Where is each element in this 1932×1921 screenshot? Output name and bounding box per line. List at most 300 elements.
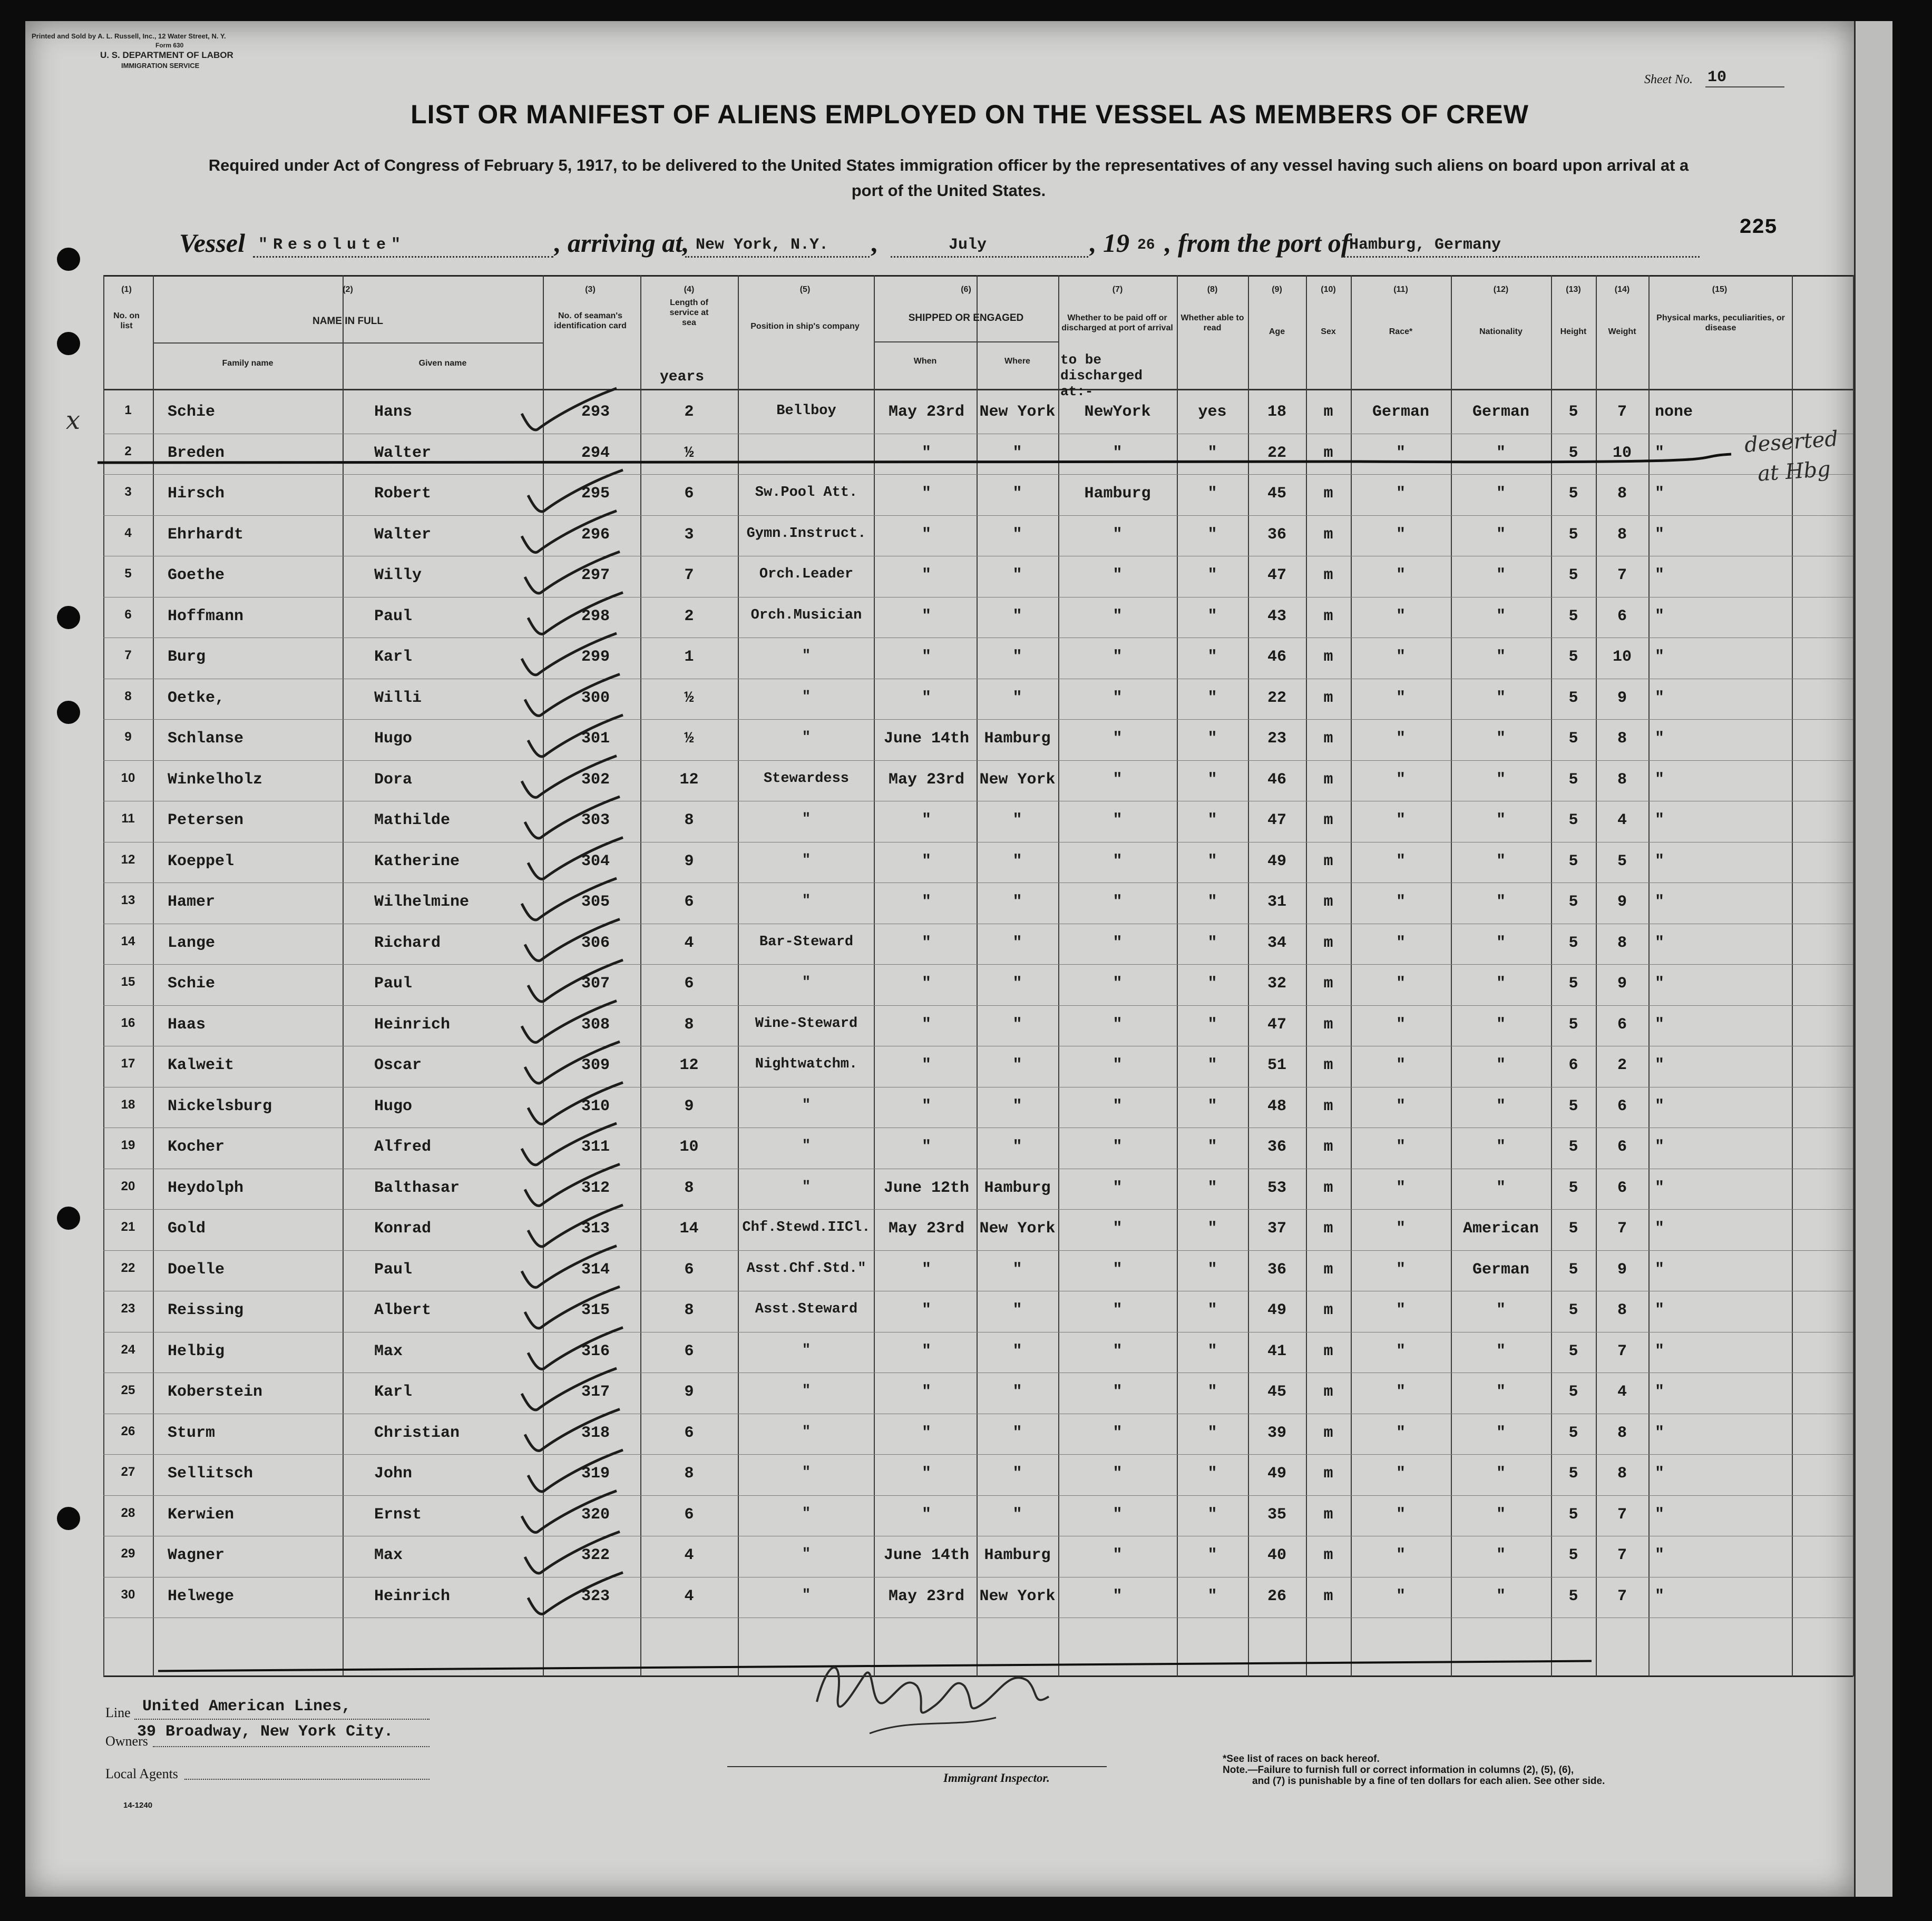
cell-in: 6	[1617, 1179, 1627, 1197]
cell-id: 322	[581, 1546, 610, 1564]
cell-id: 295	[581, 485, 610, 503]
cell-read: "	[1207, 607, 1217, 625]
cell-ft: 5	[1568, 1342, 1578, 1360]
col-9-number: (9)	[1272, 285, 1282, 294]
cell-position: "	[802, 730, 811, 746]
cell-position: Asst.Chf.Std."	[746, 1260, 866, 1277]
cell-no: 11	[121, 811, 135, 826]
cell-marks: "	[1655, 975, 1665, 993]
cell-given: Max	[374, 1342, 403, 1360]
cell-position: "	[802, 975, 811, 991]
cell-when: "	[921, 893, 931, 911]
col-sex: Sex	[1321, 327, 1336, 336]
check-mark	[522, 1123, 617, 1165]
cell-marks: "	[1655, 1465, 1665, 1483]
cell-family: Burg	[168, 648, 206, 666]
cell-read: "	[1207, 934, 1217, 952]
cell-read: "	[1207, 485, 1217, 503]
cell-ft: 5	[1568, 444, 1578, 462]
cell-id: 303	[581, 811, 610, 829]
page-number: 225	[1739, 216, 1778, 240]
cell-given: Wilhelmine	[374, 893, 470, 911]
cell-when: June 14th	[883, 1546, 970, 1564]
row-rule	[103, 760, 1853, 761]
cell-marks: "	[1655, 893, 1665, 911]
cell-when: "	[921, 1056, 931, 1074]
cell-where: "	[1012, 1260, 1022, 1279]
check-mark	[528, 1083, 623, 1124]
cell-marks: "	[1655, 689, 1665, 707]
cell-ft: 5	[1568, 1179, 1578, 1197]
cell-position: "	[802, 1138, 811, 1154]
note-race: *See list of races on back hereof.	[1223, 1753, 1380, 1765]
col-11-number: (11)	[1393, 285, 1408, 294]
check-mark	[528, 838, 623, 879]
cell-service: 4	[684, 934, 694, 952]
cell-position: "	[802, 648, 811, 664]
cell-id: 316	[581, 1342, 610, 1360]
cell-ft: 5	[1568, 934, 1578, 952]
cell-where: "	[1012, 811, 1022, 829]
cell-service: 6	[684, 975, 694, 993]
cell-position: "	[802, 1179, 811, 1195]
cell-service: 14	[679, 1220, 699, 1238]
footer-agents-rule	[184, 1779, 430, 1780]
col-12-number: (12)	[1493, 285, 1509, 294]
cell-in: 8	[1617, 770, 1627, 789]
cell-ft: 5	[1568, 403, 1578, 421]
header-bottom-border	[103, 389, 1853, 390]
cell-age: 47	[1267, 566, 1286, 584]
cell-sex: m	[1323, 770, 1333, 789]
cell-sex: m	[1323, 1260, 1333, 1279]
cell-marks: "	[1655, 1342, 1665, 1360]
check-mark	[525, 797, 620, 838]
cell-age: 22	[1267, 689, 1286, 707]
cell-sex: m	[1323, 1383, 1333, 1401]
cell-no: 4	[124, 525, 132, 540]
cell-age: 49	[1267, 1301, 1286, 1319]
cell-family: Ehrhardt	[168, 525, 244, 544]
cell-where: "	[1012, 1342, 1022, 1360]
name-header-rule	[153, 342, 543, 344]
cell-family: Oetke,	[168, 689, 225, 707]
year-suffix: 26	[1137, 237, 1155, 253]
cell-given: Paul	[374, 975, 413, 993]
col-years-typed: years	[660, 369, 705, 385]
col-7-number: (7)	[1112, 285, 1123, 294]
cell-where: "	[1012, 934, 1022, 952]
col-name-in-full: NAME IN FULL	[312, 316, 384, 327]
cell-family: Helbig	[168, 1342, 225, 1360]
cell-in: 2	[1617, 1056, 1627, 1074]
cell-in: 7	[1617, 1342, 1627, 1360]
cell-given: Karl	[374, 1383, 413, 1401]
cell-in: 7	[1617, 566, 1627, 584]
col-able-to-read: Whether able to read	[1180, 313, 1244, 332]
cell-in: 9	[1617, 975, 1627, 993]
cell-sex: m	[1323, 811, 1333, 829]
cell-paid: "	[1113, 1505, 1123, 1524]
footer-owners-rule	[153, 1746, 430, 1747]
cell-no: 27	[121, 1465, 135, 1479]
cell-id: 297	[581, 566, 610, 584]
cell-read: "	[1207, 811, 1217, 829]
cell-nationality: American	[1462, 1220, 1539, 1238]
cell-paid: "	[1113, 770, 1123, 789]
cell-given: Robert	[374, 485, 432, 503]
cell-age: 45	[1267, 485, 1286, 503]
cell-race: "	[1396, 566, 1406, 584]
cell-family: Nickelsburg	[168, 1097, 272, 1115]
cell-family: Helwege	[168, 1587, 235, 1605]
cell-sex: m	[1323, 1097, 1333, 1115]
cell-no: 29	[121, 1546, 135, 1561]
cell-service: 6	[684, 1260, 694, 1279]
cell-when: "	[921, 689, 931, 707]
check-mark	[522, 1246, 617, 1288]
cell-id: 319	[581, 1465, 610, 1483]
cell-service: 10	[679, 1138, 699, 1156]
col-15-number: (15)	[1712, 285, 1728, 294]
cell-marks: "	[1655, 1097, 1665, 1115]
cell-service: 8	[684, 1015, 694, 1034]
margin-x-mark: x	[66, 406, 81, 435]
cell-age: 26	[1267, 1587, 1286, 1605]
cell-position: "	[802, 1465, 811, 1481]
column-rule	[1792, 275, 1793, 1677]
cell-in: 7	[1617, 403, 1627, 421]
cell-given: Willi	[374, 689, 422, 707]
cell-race: "	[1396, 852, 1406, 870]
cell-no: 5	[124, 566, 132, 581]
cell-read: "	[1207, 1505, 1217, 1524]
cell-id: 312	[581, 1179, 610, 1197]
cell-where: "	[1012, 648, 1022, 666]
sheet-number: 10	[1707, 68, 1727, 86]
check-mark	[525, 674, 620, 716]
cell-paid: "	[1113, 566, 1123, 584]
check-mark	[525, 552, 620, 593]
binder-hole	[57, 1207, 80, 1230]
cell-id: 308	[581, 1015, 610, 1034]
cell-when: May 23rd	[888, 1587, 965, 1605]
cell-where: "	[1012, 566, 1022, 584]
check-mark	[522, 1001, 617, 1043]
cell-where: "	[1012, 485, 1022, 503]
cell-position: "	[802, 811, 811, 827]
cell-age: 22	[1267, 444, 1286, 462]
cell-read: "	[1207, 1015, 1217, 1034]
cell-where: "	[1012, 444, 1022, 462]
form-subtitle	[148, 153, 1750, 203]
cell-where: "	[1012, 1097, 1022, 1115]
check-mark	[525, 1532, 620, 1573]
cell-marks: "	[1655, 1138, 1665, 1156]
cell-read: "	[1207, 1301, 1217, 1319]
cell-given: Hans	[374, 403, 413, 421]
cell-ft: 5	[1568, 1587, 1578, 1605]
arriving-label: , arriving at,	[554, 228, 689, 258]
row-rule	[103, 1005, 1853, 1006]
cell-given: Willy	[374, 566, 422, 584]
cell-when: "	[921, 852, 931, 870]
cell-ft: 5	[1568, 1424, 1578, 1442]
cell-nationality: "	[1496, 444, 1506, 462]
cell-family: Kerwien	[168, 1505, 235, 1524]
cell-when: "	[921, 1097, 931, 1115]
cell-when: June 12th	[883, 1179, 970, 1197]
check-mark	[528, 1573, 623, 1614]
cell-age: 49	[1267, 852, 1286, 870]
cell-sex: m	[1323, 403, 1333, 421]
cell-service: 6	[684, 1505, 694, 1524]
check-mark	[528, 1328, 623, 1369]
cell-no: 9	[124, 730, 132, 744]
col-family-name: Family name	[222, 359, 274, 368]
cell-id: 314	[581, 1260, 610, 1279]
cell-ft: 5	[1568, 525, 1578, 544]
cell-ft: 5	[1568, 689, 1578, 707]
cell-when: "	[921, 607, 931, 625]
cell-no: 22	[121, 1260, 135, 1275]
cell-no: 28	[121, 1505, 135, 1520]
cell-no: 3	[124, 485, 132, 499]
cell-family: Sellitsch	[168, 1465, 253, 1483]
cell-in: 9	[1617, 893, 1627, 911]
cell-age: 40	[1267, 1546, 1286, 1564]
cell-no: 20	[121, 1179, 135, 1193]
cell-where: "	[1012, 975, 1022, 993]
cell-sex: m	[1323, 689, 1333, 707]
cell-in: 9	[1617, 689, 1627, 707]
cell-given: Alfred	[374, 1138, 432, 1156]
cell-nationality: "	[1496, 730, 1506, 748]
cell-given: Christian	[374, 1424, 460, 1442]
cell-where: "	[1012, 1301, 1022, 1319]
cell-age: 47	[1267, 811, 1286, 829]
cell-nationality: "	[1496, 1424, 1506, 1442]
cell-position: "	[802, 1546, 811, 1562]
cell-nationality: German	[1472, 403, 1530, 421]
cell-given: Richard	[374, 934, 441, 952]
cell-when: "	[921, 1015, 931, 1034]
cell-sex: m	[1323, 1465, 1333, 1483]
row-rule	[103, 515, 1853, 516]
cell-no: 1	[124, 403, 132, 417]
cell-position: Asst.Steward	[755, 1301, 858, 1317]
cell-service: 6	[684, 1424, 694, 1442]
page-edge	[1854, 21, 1892, 1897]
cell-marks: "	[1655, 770, 1665, 789]
cell-family: Sturm	[168, 1424, 216, 1442]
cell-read: "	[1207, 893, 1217, 911]
cell-race: "	[1396, 1465, 1406, 1483]
cell-id: 305	[581, 893, 610, 911]
service: IMMIGRATION SERVICE	[121, 62, 200, 70]
cell-race: "	[1396, 485, 1406, 503]
table-top-border	[103, 275, 1853, 277]
cell-marks: "	[1655, 1179, 1665, 1197]
row-rule	[103, 1250, 1853, 1251]
cell-family: Schlanse	[168, 730, 244, 748]
note-1: Note.—Failure to furnish full or correct information in columns (2), (5), (6),	[1223, 1765, 1574, 1776]
from-label: , from the port of	[1165, 228, 1350, 258]
cell-in: 8	[1617, 1301, 1627, 1319]
cell-paid: "	[1113, 811, 1123, 829]
cell-age: 49	[1267, 1465, 1286, 1483]
cell-service: 6	[684, 893, 694, 911]
cell-marks: "	[1655, 1505, 1665, 1524]
cell-race: "	[1396, 1260, 1406, 1279]
cell-age: 39	[1267, 1424, 1286, 1442]
row-rule	[103, 1209, 1853, 1210]
cell-age: 41	[1267, 1342, 1286, 1360]
cell-paid: "	[1113, 648, 1123, 666]
cell-nationality: "	[1496, 1383, 1506, 1401]
cell-id: 299	[581, 648, 610, 666]
cell-id: 302	[581, 770, 610, 789]
cell-given: Ernst	[374, 1505, 422, 1524]
cell-in: 10	[1612, 444, 1632, 462]
cell-id: 315	[581, 1301, 610, 1319]
cell-nationality: "	[1496, 607, 1506, 625]
cell-race: "	[1396, 1220, 1406, 1238]
cell-family: Goethe	[168, 566, 225, 584]
col-2-number: (2)	[343, 285, 353, 294]
cell-family: Doelle	[168, 1260, 225, 1279]
cell-nationality: "	[1496, 893, 1506, 911]
cell-sex: m	[1323, 893, 1333, 911]
cell-age: 46	[1267, 648, 1286, 666]
cell-service: 3	[684, 525, 694, 544]
cell-id: 317	[581, 1383, 610, 1401]
cell-nationality: "	[1496, 1546, 1506, 1564]
cell-race: "	[1396, 648, 1406, 666]
cell-given: Karl	[374, 648, 413, 666]
cell-when: May 23rd	[888, 1220, 965, 1238]
cell-sex: m	[1323, 1424, 1333, 1442]
cell-ft: 5	[1568, 893, 1578, 911]
cell-given: Paul	[374, 1260, 413, 1279]
cell-position: Gymn.Instruct.	[746, 525, 866, 542]
column-rule	[343, 275, 344, 1677]
cell-no: 25	[121, 1383, 135, 1397]
arrival-port: New York, N.Y.	[696, 236, 829, 254]
cell-read: "	[1207, 730, 1217, 748]
cell-paid: "	[1113, 1587, 1123, 1605]
cell-ft: 5	[1568, 1138, 1578, 1156]
cell-read: "	[1207, 648, 1217, 666]
cell-id: 311	[581, 1138, 610, 1156]
cell-given: John	[374, 1465, 413, 1483]
cell-family: Hirsch	[168, 485, 225, 503]
cell-where: "	[1012, 1056, 1022, 1074]
cell-race: "	[1396, 1383, 1406, 1401]
cell-age: 37	[1267, 1220, 1286, 1238]
col-6-number: (6)	[961, 285, 971, 294]
arrival-month: July	[949, 236, 987, 254]
cell-service: 12	[679, 770, 699, 789]
cell-read: "	[1207, 1383, 1217, 1401]
cell-in: 10	[1612, 648, 1632, 666]
col-13-number: (13)	[1566, 285, 1581, 294]
check-mark	[522, 1368, 617, 1410]
cell-nationality: "	[1496, 1342, 1506, 1360]
cell-service: 8	[684, 1179, 694, 1197]
cell-marks: "	[1655, 648, 1665, 666]
sheet-underline	[1705, 86, 1784, 87]
cell-ft: 5	[1568, 1260, 1578, 1279]
cell-age: 45	[1267, 1383, 1286, 1401]
cell-sex: m	[1323, 1220, 1333, 1238]
cell-service: 6	[684, 485, 694, 503]
cell-marks: "	[1655, 1587, 1665, 1605]
cell-where: "	[1012, 852, 1022, 870]
cell-read: "	[1207, 852, 1217, 870]
col-length-service: Length of service at sea	[669, 298, 709, 327]
cell-given: Walter	[374, 444, 432, 462]
cell-race: "	[1396, 770, 1406, 789]
footer-agents-label: Local Agents	[105, 1766, 178, 1781]
cell-given: Paul	[374, 607, 413, 625]
cell-marks: "	[1655, 525, 1665, 544]
col-paid-off-typed: to be discharged at:-	[1060, 352, 1143, 399]
column-rule	[153, 275, 154, 1677]
inspector-rule	[727, 1766, 1107, 1767]
footer-notes	[1223, 1753, 1605, 1787]
cell-paid: "	[1113, 525, 1123, 544]
cell-position: Chf.Stewd.IICl.	[742, 1220, 871, 1236]
cell-where: "	[1012, 1424, 1022, 1442]
cell-id: 293	[581, 403, 610, 421]
cell-no: 24	[121, 1342, 135, 1357]
col-shipped: SHIPPED OR ENGAGED	[908, 312, 1024, 324]
cell-when: May 23rd	[888, 403, 965, 421]
cell-age: 36	[1267, 1138, 1286, 1156]
cell-family: Schie	[168, 403, 216, 421]
cell-position: "	[802, 1383, 811, 1399]
cell-sex: m	[1323, 1505, 1333, 1524]
cell-marks: "	[1655, 1424, 1665, 1442]
cell-nationality: "	[1496, 852, 1506, 870]
cell-sex: m	[1323, 1056, 1333, 1074]
cell-position: "	[802, 893, 811, 909]
cell-paid: "	[1113, 1179, 1123, 1197]
cell-in: 6	[1617, 1138, 1627, 1156]
row-rule	[103, 1454, 1853, 1455]
cell-no: 17	[121, 1056, 135, 1071]
cell-when: "	[921, 1424, 931, 1442]
cell-race: "	[1396, 1179, 1406, 1197]
cell-sex: m	[1323, 648, 1333, 666]
cell-service: 12	[679, 1056, 699, 1074]
cell-age: 18	[1267, 403, 1286, 421]
cell-family: Koberstein	[168, 1383, 263, 1401]
cell-given: Hugo	[374, 1097, 413, 1115]
cell-position: "	[802, 1505, 811, 1522]
cell-id: 298	[581, 607, 610, 625]
cell-sex: m	[1323, 444, 1333, 462]
cell-race: "	[1396, 811, 1406, 829]
cell-position: Bar-Steward	[759, 934, 854, 950]
cell-position: Wine-Steward	[755, 1015, 858, 1032]
cell-id: 310	[581, 1097, 610, 1115]
cell-read: "	[1207, 1179, 1217, 1197]
cell-where: "	[1012, 1138, 1022, 1156]
cell-race: "	[1396, 1546, 1406, 1564]
cell-given: Oscar	[374, 1056, 422, 1074]
